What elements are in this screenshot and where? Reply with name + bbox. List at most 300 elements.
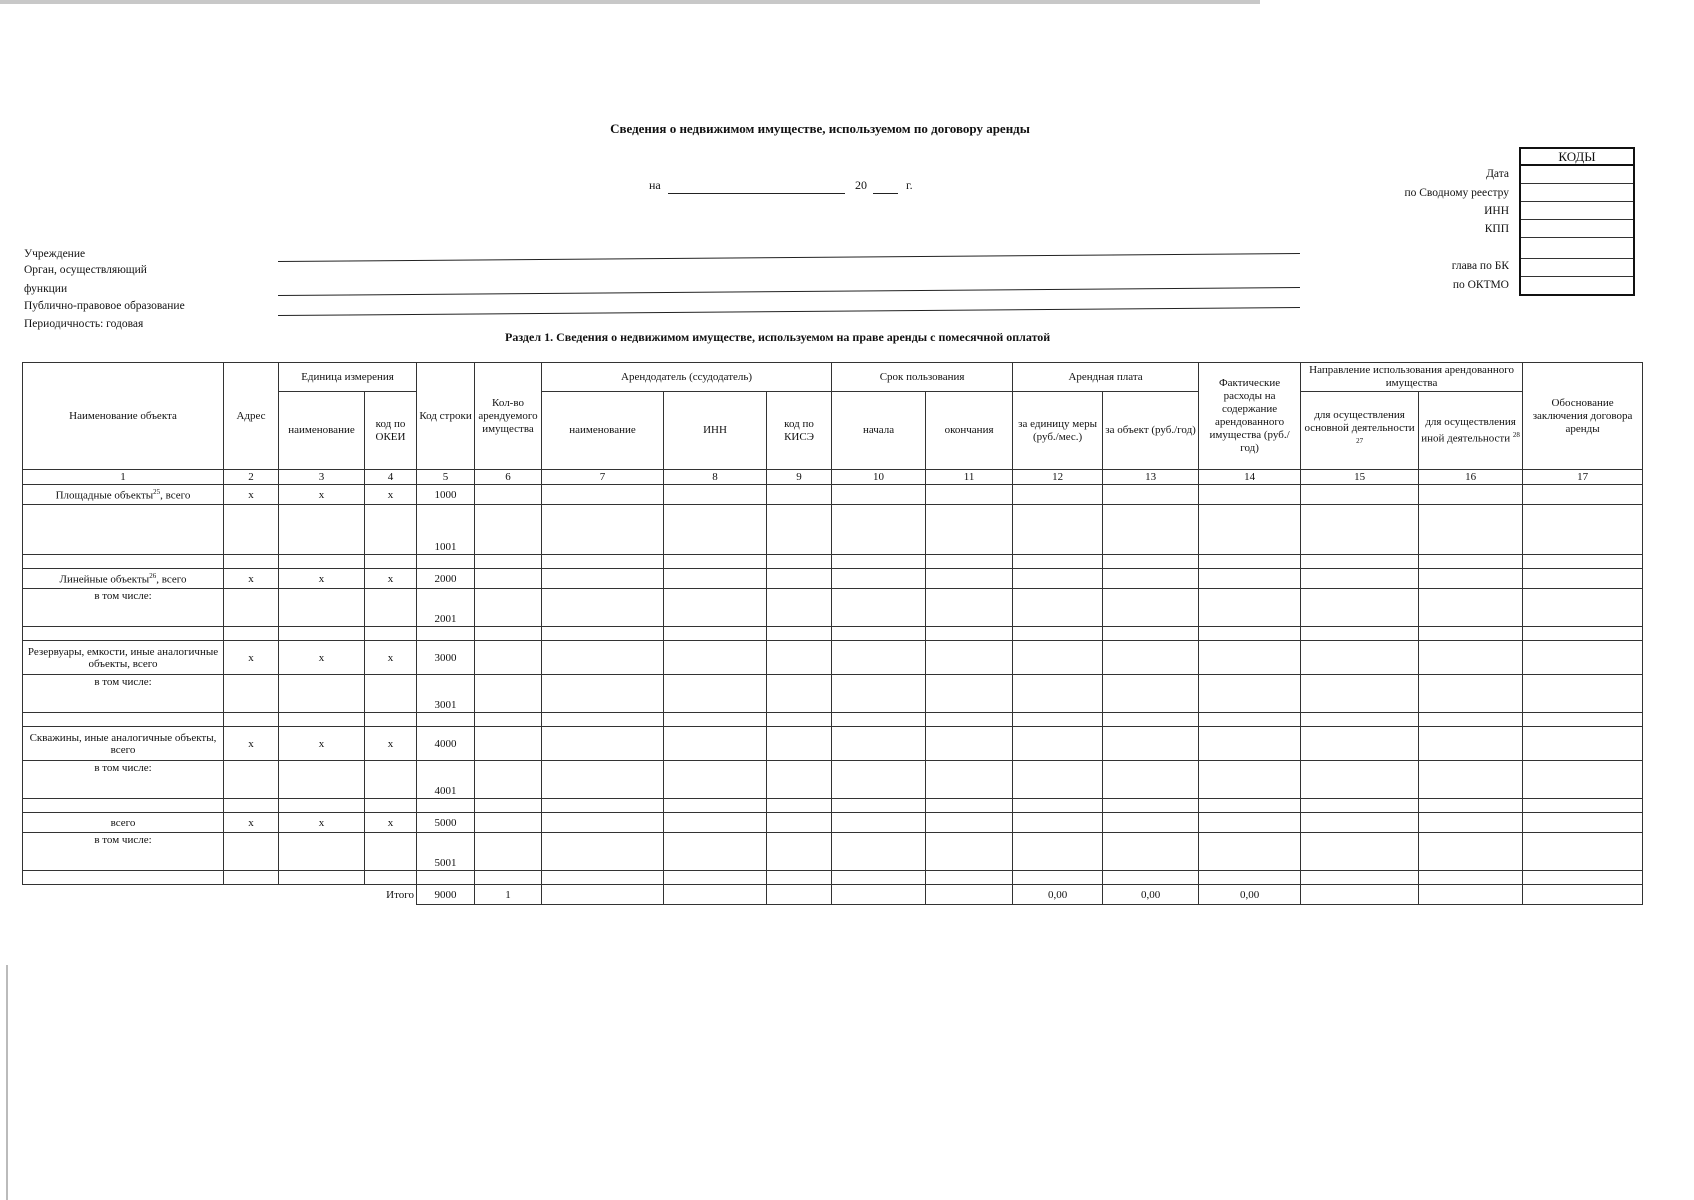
data-cell[interactable]: [365, 505, 417, 555]
data-cell[interactable]: [224, 713, 279, 727]
data-cell[interactable]: [767, 485, 832, 505]
mark-x: x: [279, 485, 365, 505]
data-cell[interactable]: [542, 713, 664, 727]
data-cell[interactable]: [664, 641, 767, 675]
data-cell[interactable]: [767, 627, 832, 641]
data-cell[interactable]: [224, 589, 279, 627]
data-cell[interactable]: [475, 505, 542, 555]
label-bk: глава по БК: [1451, 260, 1509, 272]
data-cell[interactable]: [1419, 885, 1523, 905]
data-cell[interactable]: [664, 505, 767, 555]
data-cell[interactable]: [1301, 675, 1419, 713]
data-cell[interactable]: [542, 485, 664, 505]
data-cell[interactable]: [1013, 871, 1103, 885]
data-cell[interactable]: [664, 727, 767, 761]
label-public-entity: Публично-правовое образование: [24, 300, 185, 312]
data-cell[interactable]: [1199, 727, 1301, 761]
data-cell[interactable]: [475, 589, 542, 627]
data-cell[interactable]: [664, 799, 767, 813]
data-cell[interactable]: [542, 833, 664, 871]
data-cell[interactable]: [475, 485, 542, 505]
data-cell[interactable]: [664, 627, 767, 641]
data-cell[interactable]: [1013, 833, 1103, 871]
data-cell[interactable]: [767, 833, 832, 871]
data-cell[interactable]: [365, 675, 417, 713]
data-cell[interactable]: [1301, 589, 1419, 627]
col-number: 14: [1199, 470, 1301, 485]
data-cell[interactable]: [832, 627, 926, 641]
data-cell[interactable]: [1523, 485, 1643, 505]
data-cell[interactable]: [832, 761, 926, 799]
data-cell[interactable]: [1419, 833, 1523, 871]
data-cell[interactable]: [542, 813, 664, 833]
data-cell[interactable]: [1419, 505, 1523, 555]
sub-label: в том числе:: [23, 675, 224, 713]
table-row-blank: [23, 627, 1643, 641]
data-cell[interactable]: [542, 555, 664, 569]
data-cell[interactable]: [542, 641, 664, 675]
data-cell[interactable]: [279, 871, 365, 885]
data-cell[interactable]: [1523, 589, 1643, 627]
data-cell[interactable]: [1523, 885, 1643, 905]
data-cell[interactable]: [542, 675, 664, 713]
data-cell[interactable]: [1013, 555, 1103, 569]
data-cell[interactable]: [1103, 627, 1199, 641]
table-row-blank: [23, 713, 1643, 727]
data-cell[interactable]: [1103, 799, 1199, 813]
col-basis-header: Обоснование заключения договора аренды: [1523, 363, 1643, 470]
col-number: 13: [1103, 470, 1199, 485]
data-cell[interactable]: [767, 885, 832, 905]
table-row-group: [23, 727, 1643, 761]
data-cell[interactable]: [767, 813, 832, 833]
data-cell[interactable]: [417, 555, 475, 569]
data-cell[interactable]: [475, 569, 542, 589]
data-cell[interactable]: [1419, 589, 1523, 627]
data-cell[interactable]: [542, 589, 664, 627]
table-row-blank: [23, 799, 1643, 813]
data-cell[interactable]: [279, 555, 365, 569]
data-cell[interactable]: [1199, 485, 1301, 505]
data-cell[interactable]: [664, 813, 767, 833]
table-row-blank: [23, 871, 1643, 885]
col-usage-other-header: [1419, 392, 1523, 470]
data-cell[interactable]: [1103, 871, 1199, 885]
data-cell[interactable]: [926, 713, 1013, 727]
data-cell[interactable]: [664, 589, 767, 627]
data-cell[interactable]: [1013, 713, 1103, 727]
object-name-cell: [23, 727, 224, 761]
data-cell[interactable]: [475, 871, 542, 885]
data-cell[interactable]: [279, 833, 365, 871]
data-cell[interactable]: [1301, 871, 1419, 885]
table-row-detail: [23, 505, 1643, 555]
data-cell[interactable]: [279, 589, 365, 627]
object-name-cell: [23, 813, 224, 833]
data-cell[interactable]: [1199, 589, 1301, 627]
data-cell[interactable]: [224, 833, 279, 871]
data-cell[interactable]: [1013, 485, 1103, 505]
data-cell[interactable]: [1199, 871, 1301, 885]
data-cell[interactable]: [767, 727, 832, 761]
data-cell[interactable]: [1013, 727, 1103, 761]
table-row-detail: [23, 761, 1643, 799]
data-cell[interactable]: [1199, 505, 1301, 555]
data-cell[interactable]: [365, 871, 417, 885]
data-cell[interactable]: [767, 505, 832, 555]
data-cell[interactable]: [1419, 641, 1523, 675]
data-cell[interactable]: [542, 885, 664, 905]
code-registry-cell[interactable]: [1521, 184, 1633, 202]
col-rent-group-header: Арендная плата: [1013, 363, 1199, 392]
col-rent-unit-header: за единицу меры (руб./мес.): [1013, 392, 1103, 470]
data-cell[interactable]: [365, 833, 417, 871]
public-entity-line[interactable]: [278, 307, 1300, 316]
col-lessor-kise-header: код по КИСЭ: [767, 392, 832, 470]
data-cell[interactable]: [1301, 727, 1419, 761]
data-cell[interactable]: [1523, 799, 1643, 813]
data-cell[interactable]: [1419, 555, 1523, 569]
year-prefix: 20: [855, 178, 867, 192]
col-number: 1: [23, 470, 224, 485]
data-cell[interactable]: [1301, 485, 1419, 505]
institution-line[interactable]: [278, 253, 1300, 262]
data-cell[interactable]: [279, 627, 365, 641]
table-row-detail: [23, 589, 1643, 627]
data-cell[interactable]: [767, 871, 832, 885]
col-term-group-header: Срок пользования: [832, 363, 1013, 392]
data-cell[interactable]: [926, 505, 1013, 555]
data-cell[interactable]: [365, 799, 417, 813]
data-cell[interactable]: [542, 569, 664, 589]
data-cell[interactable]: [767, 799, 832, 813]
col-name-header: Наименование объекта: [23, 363, 224, 470]
data-cell[interactable]: [279, 505, 365, 555]
mark-x: x: [279, 641, 365, 675]
object-name-cell: [23, 569, 224, 589]
data-cell[interactable]: [417, 871, 475, 885]
data-cell[interactable]: [926, 589, 1013, 627]
data-cell[interactable]: [1523, 871, 1643, 885]
data-cell[interactable]: [1301, 813, 1419, 833]
data-cell[interactable]: [767, 761, 832, 799]
data-cell[interactable]: [1199, 813, 1301, 833]
data-cell[interactable]: [1103, 641, 1199, 675]
total-code: 9000: [417, 885, 475, 905]
data-cell[interactable]: [767, 589, 832, 627]
label-institution: Учреждение: [24, 248, 86, 260]
data-cell[interactable]: [365, 713, 417, 727]
col-number: 11: [926, 470, 1013, 485]
data-cell[interactable]: [365, 589, 417, 627]
mark-x: x: [224, 641, 279, 675]
total-spacer: [23, 885, 365, 905]
data-cell[interactable]: [926, 627, 1013, 641]
data-cell[interactable]: [1523, 555, 1643, 569]
table-row-group: [23, 813, 1643, 833]
data-cell[interactable]: [224, 871, 279, 885]
data-cell[interactable]: [1523, 569, 1643, 589]
data-cell[interactable]: [1523, 713, 1643, 727]
data-cell[interactable]: [832, 641, 926, 675]
data-cell[interactable]: [1419, 799, 1523, 813]
data-cell[interactable]: [542, 871, 664, 885]
data-cell[interactable]: [475, 833, 542, 871]
data-cell[interactable]: [475, 813, 542, 833]
data-cell[interactable]: [1199, 713, 1301, 727]
data-cell[interactable]: [1523, 675, 1643, 713]
object-name: Площадные объекты: [55, 489, 154, 502]
data-cell[interactable]: [475, 641, 542, 675]
data-cell[interactable]: [1103, 713, 1199, 727]
data-cell[interactable]: [664, 555, 767, 569]
data-cell[interactable]: [1523, 627, 1643, 641]
data-cell[interactable]: [1013, 675, 1103, 713]
object-name-cell: [23, 485, 224, 505]
data-cell[interactable]: [1199, 555, 1301, 569]
code-oktmo-cell[interactable]: [1521, 277, 1633, 294]
data-cell[interactable]: [1013, 569, 1103, 589]
data-cell[interactable]: [1103, 555, 1199, 569]
data-cell[interactable]: [417, 627, 475, 641]
row-code: 2000: [417, 569, 475, 589]
data-cell[interactable]: [23, 871, 224, 885]
label-kpp: КПП: [1484, 223, 1509, 235]
data-cell[interactable]: [1013, 761, 1103, 799]
object-name: всего: [110, 816, 136, 829]
data-cell[interactable]: [475, 675, 542, 713]
data-cell[interactable]: [926, 675, 1013, 713]
data-cell[interactable]: [832, 569, 926, 589]
data-cell[interactable]: [23, 627, 224, 641]
authority-line[interactable]: [278, 287, 1300, 296]
data-cell[interactable]: [1199, 569, 1301, 589]
data-cell[interactable]: [664, 871, 767, 885]
data-cell[interactable]: [23, 713, 224, 727]
data-cell[interactable]: [475, 727, 542, 761]
data-cell[interactable]: [417, 799, 475, 813]
col-term-end-header: окончания: [926, 392, 1013, 470]
data-cell[interactable]: [1419, 871, 1523, 885]
data-cell[interactable]: [926, 799, 1013, 813]
data-cell[interactable]: [1301, 713, 1419, 727]
code-bk-cell[interactable]: [1521, 259, 1633, 277]
object-footnote: 25: [153, 487, 161, 496]
data-cell[interactable]: [1013, 641, 1103, 675]
data-cell[interactable]: [832, 813, 926, 833]
codes-header: КОДЫ: [1521, 149, 1633, 166]
data-cell[interactable]: [832, 727, 926, 761]
data-cell[interactable]: [1523, 833, 1643, 871]
data-cell[interactable]: [542, 799, 664, 813]
object-footnote: 26: [149, 571, 157, 580]
total-rent-unit: 0,00: [1013, 885, 1103, 905]
data-cell[interactable]: [832, 675, 926, 713]
data-cell[interactable]: [1419, 675, 1523, 713]
data-cell[interactable]: [224, 555, 279, 569]
data-cell[interactable]: [767, 713, 832, 727]
data-cell[interactable]: [664, 761, 767, 799]
data-cell[interactable]: [1523, 641, 1643, 675]
data-cell[interactable]: [664, 713, 767, 727]
data-cell[interactable]: [1103, 833, 1199, 871]
data-cell[interactable]: [1013, 505, 1103, 555]
data-cell[interactable]: [664, 833, 767, 871]
data-cell[interactable]: [1301, 627, 1419, 641]
data-cell[interactable]: [1301, 833, 1419, 871]
mark-x: x: [365, 485, 417, 505]
data-cell[interactable]: [23, 799, 224, 813]
data-cell[interactable]: [1301, 799, 1419, 813]
data-cell[interactable]: [475, 627, 542, 641]
data-cell[interactable]: [1199, 761, 1301, 799]
data-cell[interactable]: [1103, 505, 1199, 555]
data-cell[interactable]: [1301, 505, 1419, 555]
col-address-header: Адрес: [224, 363, 279, 470]
data-cell[interactable]: [926, 727, 1013, 761]
code-date-cell[interactable]: [1521, 166, 1633, 184]
data-cell[interactable]: [832, 505, 926, 555]
data-cell[interactable]: [475, 713, 542, 727]
data-cell[interactable]: [1523, 727, 1643, 761]
data-cell[interactable]: [926, 641, 1013, 675]
data-cell[interactable]: [1301, 555, 1419, 569]
col-usage-group-header: Направление использования арендованного имущества: [1301, 363, 1523, 392]
data-cell[interactable]: [1013, 589, 1103, 627]
data-cell[interactable]: [224, 627, 279, 641]
data-cell[interactable]: [1103, 727, 1199, 761]
data-cell[interactable]: [475, 761, 542, 799]
data-cell[interactable]: [475, 555, 542, 569]
data-cell[interactable]: [832, 589, 926, 627]
col-number: 17: [1523, 470, 1643, 485]
data-cell[interactable]: [1301, 885, 1419, 905]
col-number: 9: [767, 470, 832, 485]
mark-x: x: [224, 813, 279, 833]
object-name-tail: , всего: [156, 573, 187, 586]
data-cell[interactable]: [224, 799, 279, 813]
data-cell[interactable]: [1013, 813, 1103, 833]
data-cell[interactable]: [365, 627, 417, 641]
data-cell[interactable]: [1013, 799, 1103, 813]
data-cell[interactable]: [1103, 761, 1199, 799]
data-cell[interactable]: [542, 727, 664, 761]
data-cell[interactable]: [1301, 641, 1419, 675]
data-cell[interactable]: [279, 675, 365, 713]
data-cell[interactable]: [926, 885, 1013, 905]
data-cell[interactable]: [926, 871, 1013, 885]
data-cell[interactable]: [1301, 569, 1419, 589]
data-cell[interactable]: [832, 833, 926, 871]
code-inn-cell[interactable]: [1521, 202, 1633, 220]
data-cell[interactable]: [542, 761, 664, 799]
row-code: 3000: [417, 641, 475, 675]
data-cell[interactable]: [832, 485, 926, 505]
data-cell[interactable]: [832, 885, 926, 905]
code-kpp-cell[interactable]: [1521, 220, 1633, 238]
data-cell[interactable]: [1419, 761, 1523, 799]
data-cell[interactable]: [1523, 813, 1643, 833]
rent-table: [22, 362, 1643, 905]
data-cell[interactable]: [832, 871, 926, 885]
data-cell[interactable]: [664, 675, 767, 713]
data-cell[interactable]: [1013, 627, 1103, 641]
data-cell[interactable]: [224, 505, 279, 555]
data-cell[interactable]: [926, 485, 1013, 505]
data-cell[interactable]: [767, 675, 832, 713]
data-cell[interactable]: [926, 555, 1013, 569]
data-cell[interactable]: [279, 713, 365, 727]
data-cell[interactable]: [767, 555, 832, 569]
data-cell[interactable]: [542, 627, 664, 641]
data-cell[interactable]: [1199, 641, 1301, 675]
sub-label: в том числе:: [23, 761, 224, 799]
data-cell[interactable]: [926, 569, 1013, 589]
row-code: 1000: [417, 485, 475, 505]
data-cell[interactable]: [365, 555, 417, 569]
data-cell[interactable]: [664, 569, 767, 589]
data-cell[interactable]: [365, 761, 417, 799]
data-cell[interactable]: [279, 799, 365, 813]
data-cell[interactable]: [224, 761, 279, 799]
data-cell[interactable]: [1419, 713, 1523, 727]
data-cell[interactable]: [1199, 833, 1301, 871]
table-row-detail: [23, 675, 1643, 713]
data-cell[interactable]: [475, 799, 542, 813]
data-cell[interactable]: [1419, 813, 1523, 833]
data-cell[interactable]: [832, 555, 926, 569]
scan-edge-line: [6, 965, 8, 1200]
data-cell[interactable]: [1199, 627, 1301, 641]
data-cell[interactable]: [279, 761, 365, 799]
table-row-total: [23, 885, 1643, 905]
data-cell[interactable]: [664, 485, 767, 505]
data-cell[interactable]: [1301, 761, 1419, 799]
data-cell[interactable]: [1419, 569, 1523, 589]
data-cell[interactable]: [767, 641, 832, 675]
data-cell[interactable]: [1419, 627, 1523, 641]
data-cell[interactable]: [926, 813, 1013, 833]
data-cell[interactable]: [926, 761, 1013, 799]
data-cell[interactable]: [664, 885, 767, 905]
object-name-tail: , всего: [160, 489, 191, 502]
code-spacer-cell[interactable]: [1521, 238, 1633, 259]
data-cell[interactable]: [23, 555, 224, 569]
data-cell[interactable]: [1419, 727, 1523, 761]
data-cell[interactable]: [1419, 485, 1523, 505]
data-cell[interactable]: [767, 569, 832, 589]
row-code: 1001: [417, 505, 475, 555]
column-number-row: [23, 470, 1643, 485]
data-cell[interactable]: [1523, 761, 1643, 799]
label-authority-1: Орган, осуществляющий: [24, 264, 147, 276]
data-cell[interactable]: [1199, 675, 1301, 713]
data-cell[interactable]: [1103, 569, 1199, 589]
data-cell[interactable]: [1103, 675, 1199, 713]
data-cell[interactable]: [1103, 813, 1199, 833]
data-cell[interactable]: [1523, 505, 1643, 555]
data-cell[interactable]: [1103, 485, 1199, 505]
data-cell[interactable]: [417, 713, 475, 727]
data-cell[interactable]: [832, 799, 926, 813]
data-cell[interactable]: [832, 713, 926, 727]
data-cell[interactable]: [1103, 589, 1199, 627]
date-underline: [668, 193, 845, 194]
data-cell[interactable]: [1199, 799, 1301, 813]
data-cell[interactable]: [224, 675, 279, 713]
data-cell[interactable]: [542, 505, 664, 555]
data-cell[interactable]: [926, 833, 1013, 871]
